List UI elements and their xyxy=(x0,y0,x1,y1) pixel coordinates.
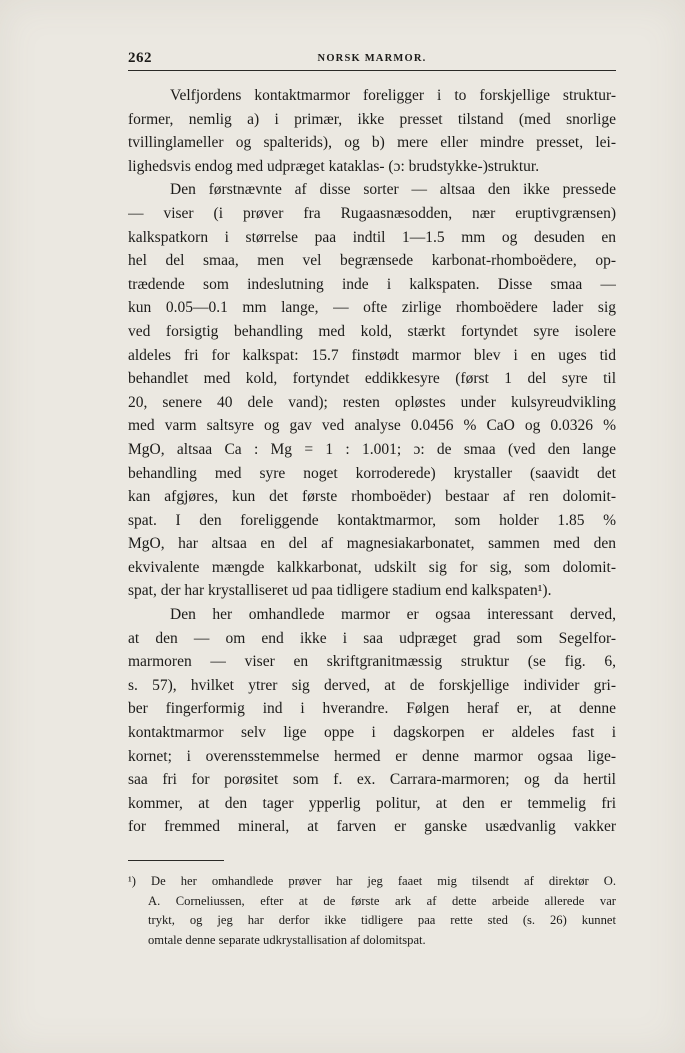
text-line: kan afgjøres, kun det første rhomboëder) bestaar af ren dolomit- xyxy=(128,488,616,506)
text-line: tvillinglameller og spalterids), og b) mere eller mindre presset, lei- xyxy=(128,134,616,152)
page-number: 262 xyxy=(128,50,152,66)
text-line: for fremmed mineral, at farven er ganske usædvanlig vakker xyxy=(128,818,616,836)
text-line: kalkspatkorn i størrelse paa indtil 1—1.5 mm og desuden en xyxy=(128,228,616,246)
text-line: marmoren — viser en skriftgranitmæssig struktur (se fig. 6, xyxy=(128,653,616,671)
running-title: NORSK MARMOR. xyxy=(317,53,427,64)
footnote-line: A. Corneliussen, efter at de første ark af dette arbeide allerede var xyxy=(148,893,616,908)
text-line: kommer, at den tager ypperlig politur, at den er temmelig fri xyxy=(128,794,616,812)
text-line: at den — om end ikke i saa udpræget grad som Segelfor- xyxy=(128,629,616,647)
text-line: lighedsvis endog med udpræget kataklas- (ɔ: brudstykke-)struktur. xyxy=(128,157,540,175)
footnotes xyxy=(128,872,616,950)
text-line: saa fri for porøsitet som f. ex. Carrara-marmoren; og da hertil xyxy=(128,771,616,789)
text-line: aldeles fri for kalkspat: 15.7 finstødt marmor blev i en uges tid xyxy=(128,346,616,364)
text-line: MgO, har altsaa en del af magnesiakarbonatet, sammen med den xyxy=(128,535,616,553)
text-line: spat, der har krystalliseret ud paa tidligere stadium end kalkspaten¹). xyxy=(128,582,552,600)
text-line: behandlet med kold, fortyndet eddikkesyre (først 1 del syre til xyxy=(128,370,616,388)
text-line: MgO, altsaa Ca : Mg = 1 : 1.001; ɔ: de smaa (ved den lange xyxy=(128,440,616,458)
header-rule xyxy=(128,70,616,71)
text-line: — viser (i prøver fra Rugaasnæsodden, nær eruptivgrænsen) xyxy=(128,204,616,222)
text-line: former, nemlig a) i primær, ikke presset tilstand (med snorlige xyxy=(128,110,616,128)
text-line: ved forsigtig behandling med kold, stærkt fortyndet syre isolere xyxy=(128,322,616,340)
footnote-line: ¹) De her omhandlede prøver har jeg faaet mig tilsendt af direktør O. xyxy=(128,874,616,888)
footnote-line: trykt, og jeg har derfor ikke tidligere paa rette sted (s. 26) kunnet xyxy=(148,913,616,927)
text-line: behandling med syre noget korroderede) krystaller (saavidt det xyxy=(128,464,616,482)
text-line: Den førstnævnte af disse sorter — altsaa den ikke pressede xyxy=(170,181,616,199)
body-text xyxy=(128,84,616,839)
text-line: ekvivalente mængde kalkkarbonat, udskilt sig for sig, som dolomit- xyxy=(128,558,616,576)
text-line: s. 57), hvilket ytrer sig derved, at de forskjellige individer gri- xyxy=(128,676,616,694)
footnote-line: omtale denne separate udkrystallisation af dolomitspat. xyxy=(148,932,426,947)
text-line: trædende som indeslutning inde i kalkspaten. Disse smaa — xyxy=(128,275,616,293)
text-line: 20, senere 40 dele vand); resten opløstes under kulsyreudvikling xyxy=(128,393,616,411)
page-header xyxy=(128,50,616,70)
text-line: spat. I den foreliggende kontaktmarmor, som holder 1.85 % xyxy=(128,511,616,529)
text-line: hel del smaa, men vel begrænsede karbonat-rhomboëdere, op- xyxy=(128,252,616,270)
text-line: kun 0.05—0.1 mm lange, — ofte zirlige rhomboëdere lader sig xyxy=(128,299,616,317)
text-line: Den her omhandlede marmor er ogsaa interessant derved, xyxy=(170,606,616,624)
text-line: Velfjordens kontaktmarmor foreligger i to forskjellige struktur- xyxy=(170,87,616,104)
footnote-rule xyxy=(128,860,224,861)
text-line: ber fingerformig ind i hverandre. Følgen heraf er, at denne xyxy=(128,700,616,718)
text-line: kontaktmarmor selv lige oppe i dagskorpen er aldeles fast i xyxy=(128,724,616,742)
text-line: med varm saltsyre og gav ved analyse 0.0456 % CaO og 0.0326 % xyxy=(128,417,616,435)
text-line: kornet; i overensstemmelse hermed er denne marmor ogsaa lige- xyxy=(128,747,616,765)
